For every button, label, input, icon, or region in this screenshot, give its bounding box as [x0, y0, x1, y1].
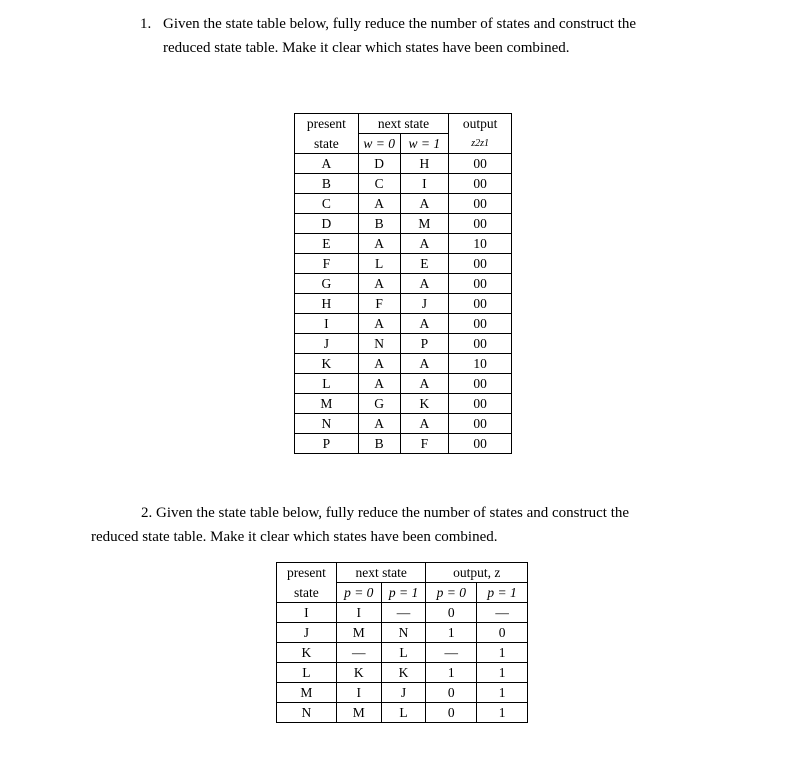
output-p1-cell: —: [477, 603, 528, 623]
present-state-cell: N: [277, 703, 337, 723]
output-p0-cell: 0: [426, 703, 477, 723]
next-state-w1-cell: A: [400, 234, 449, 254]
present-state-cell: I: [295, 314, 359, 334]
present-state-cell: F: [295, 254, 359, 274]
present-state-cell: H: [295, 294, 359, 314]
table-row: [295, 294, 512, 314]
next-state-w1-cell: A: [400, 274, 449, 294]
next-state-p0-cell: M: [336, 703, 381, 723]
header-next-state: next state: [358, 114, 448, 134]
problem1-number: 1.: [140, 16, 152, 32]
header-output: output, z: [426, 563, 528, 583]
output-p1-cell: 1: [477, 683, 528, 703]
output-p1-cell: 0: [477, 623, 528, 643]
output-p1-cell: 1: [477, 643, 528, 663]
header-present: present: [277, 563, 337, 583]
next-state-w0-cell: A: [358, 274, 400, 294]
header-p0: p = 0: [336, 583, 381, 603]
present-state-cell: N: [295, 414, 359, 434]
next-state-w1-cell: P: [400, 334, 449, 354]
next-state-w0-cell: A: [358, 194, 400, 214]
next-state-w1-cell: J: [400, 294, 449, 314]
next-state-w0-cell: L: [358, 254, 400, 274]
table-row: [277, 643, 528, 663]
next-state-w1-cell: M: [400, 214, 449, 234]
header-output-p0: p = 0: [426, 583, 477, 603]
output-cell: 00: [449, 294, 512, 314]
next-state-p0-cell: I: [336, 683, 381, 703]
output-p1-cell: 1: [477, 663, 528, 683]
output-cell: 00: [449, 174, 512, 194]
next-state-w1-cell: A: [400, 374, 449, 394]
table-row: [295, 214, 512, 234]
table-row: [295, 434, 512, 454]
output-cell: 00: [449, 274, 512, 294]
header-output-z2z1: z2z1: [449, 134, 512, 154]
output-cell: 00: [449, 334, 512, 354]
present-state-cell: E: [295, 234, 359, 254]
present-state-cell: P: [295, 434, 359, 454]
output-p1-cell: 1: [477, 703, 528, 723]
next-state-w1-cell: K: [400, 394, 449, 414]
present-state-cell: I: [277, 603, 337, 623]
header-state: state: [295, 134, 359, 154]
table-row: [295, 354, 512, 374]
output-cell: 00: [449, 314, 512, 334]
next-state-w1-cell: A: [400, 194, 449, 214]
table-row: [277, 703, 528, 723]
table-row: [295, 174, 512, 194]
present-state-cell: M: [277, 683, 337, 703]
table-row: [295, 234, 512, 254]
next-state-w0-cell: A: [358, 234, 400, 254]
output-cell: 00: [449, 254, 512, 274]
table-row: [295, 314, 512, 334]
present-state-cell: L: [277, 663, 337, 683]
next-state-w1-cell: I: [400, 174, 449, 194]
next-state-w0-cell: G: [358, 394, 400, 414]
output-p0-cell: 0: [426, 683, 477, 703]
table-row: [295, 154, 512, 174]
header-w1: w = 1: [400, 134, 449, 154]
next-state-p1-cell: K: [381, 663, 426, 683]
present-state-cell: M: [295, 394, 359, 414]
problem1-text-line1: Given the state table below, fully reduce the number of states and construct the: [163, 16, 637, 32]
output-p0-cell: —: [426, 643, 477, 663]
next-state-p1-cell: L: [381, 643, 426, 663]
table-row: [277, 623, 528, 643]
header-output: output: [449, 114, 512, 134]
present-state-cell: C: [295, 194, 359, 214]
next-state-w1-cell: F: [400, 434, 449, 454]
next-state-p0-cell: K: [336, 663, 381, 683]
output-cell: 10: [449, 354, 512, 374]
next-state-p1-cell: J: [381, 683, 426, 703]
next-state-w0-cell: B: [358, 434, 400, 454]
next-state-p1-cell: N: [381, 623, 426, 643]
next-state-w1-cell: E: [400, 254, 449, 274]
next-state-p1-cell: —: [381, 603, 426, 623]
present-state-cell: L: [295, 374, 359, 394]
next-state-w0-cell: A: [358, 414, 400, 434]
output-cell: 10: [449, 234, 512, 254]
output-p0-cell: 1: [426, 663, 477, 683]
table-row: [295, 374, 512, 394]
next-state-w1-cell: H: [400, 154, 449, 174]
problem1-text-line2: reduced state table. Make it clear which states have been combined.: [163, 40, 570, 56]
next-state-w0-cell: F: [358, 294, 400, 314]
next-state-w1-cell: A: [400, 314, 449, 334]
present-state-cell: G: [295, 274, 359, 294]
table-row: [295, 414, 512, 434]
output-cell: 00: [449, 434, 512, 454]
next-state-p0-cell: —: [336, 643, 381, 663]
next-state-w1-cell: A: [400, 354, 449, 374]
table-row: [277, 603, 528, 623]
present-state-cell: J: [295, 334, 359, 354]
output-cell: 00: [449, 374, 512, 394]
output-cell: 00: [449, 194, 512, 214]
header-state: state: [277, 583, 337, 603]
next-state-w0-cell: A: [358, 314, 400, 334]
next-state-w0-cell: C: [358, 174, 400, 194]
present-state-cell: K: [277, 643, 337, 663]
header-output-p1: p = 1: [477, 583, 528, 603]
present-state-cell: B: [295, 174, 359, 194]
next-state-w0-cell: D: [358, 154, 400, 174]
header-p1: p = 1: [381, 583, 426, 603]
header-w0: w = 0: [358, 134, 400, 154]
table-row: [295, 254, 512, 274]
present-state-cell: K: [295, 354, 359, 374]
next-state-w0-cell: N: [358, 334, 400, 354]
next-state-p0-cell: I: [336, 603, 381, 623]
output-cell: 00: [449, 414, 512, 434]
present-state-cell: A: [295, 154, 359, 174]
state-table-1: [294, 113, 512, 454]
next-state-w0-cell: B: [358, 214, 400, 234]
output-cell: 00: [449, 394, 512, 414]
problem2-text-line1: 2. Given the state table below, fully reduce the number of states and construct the: [141, 505, 630, 521]
table-row: [295, 274, 512, 294]
present-state-cell: D: [295, 214, 359, 234]
next-state-w1-cell: A: [400, 414, 449, 434]
present-state-cell: J: [277, 623, 337, 643]
output-p0-cell: 1: [426, 623, 477, 643]
next-state-p0-cell: M: [336, 623, 381, 643]
state-table-2: [276, 562, 528, 723]
output-cell: 00: [449, 154, 512, 174]
next-state-w0-cell: A: [358, 354, 400, 374]
table-row: [295, 194, 512, 214]
table-row: [295, 394, 512, 414]
next-state-p1-cell: L: [381, 703, 426, 723]
table-row: [277, 683, 528, 703]
output-p0-cell: 0: [426, 603, 477, 623]
next-state-w0-cell: A: [358, 374, 400, 394]
table-row: [295, 334, 512, 354]
header-present: present: [295, 114, 359, 134]
problem2-text-line2: reduced state table. Make it clear which states have been combined.: [91, 529, 498, 545]
table-row: [277, 663, 528, 683]
output-cell: 00: [449, 214, 512, 234]
header-next-state: next state: [336, 563, 426, 583]
